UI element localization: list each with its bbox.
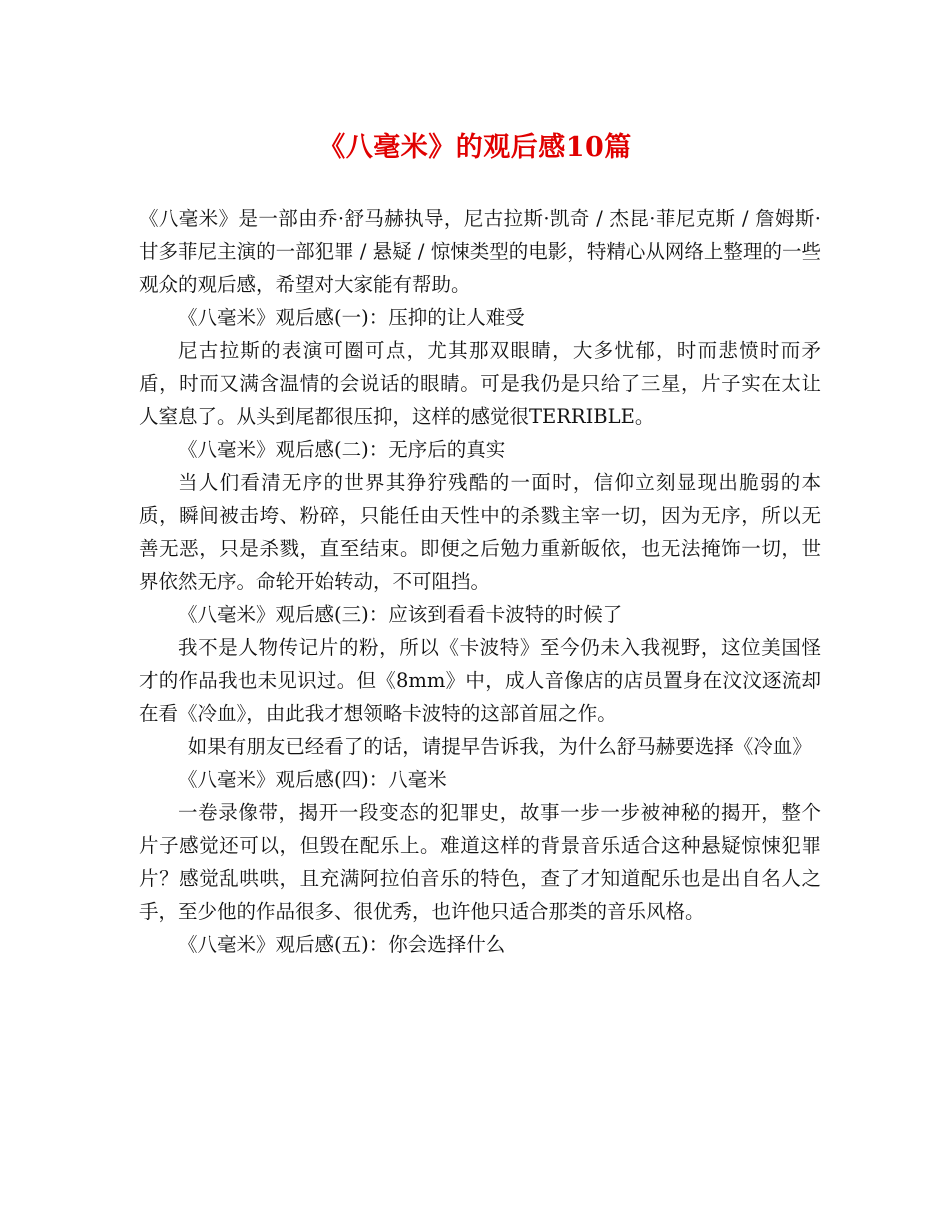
section-heading-2: 《八毫米》观后感(二)：无序后的真实 — [178, 438, 506, 461]
section-heading-5: 《八毫米》观后感(五)：你会选择什么 — [178, 933, 506, 956]
section-heading-1: 《八毫米》观后感(一)：压抑的让人难受 — [178, 306, 525, 329]
section-paragraph-3b: 如果有朋友已经看了的话，请提早告诉我，为什么舒马赫要选择《冷血》 — [187, 735, 812, 758]
section-paragraph-1: 尼古拉斯的表演可圈可点，尤其那双眼睛，大多忧郁，时而悲愤时而矛盾，时而又满含温情的会说话的眼睛。可是我仍是只给了三星，片子实在太让人窒息了。从头到尾都很压抑，这样的感觉很TERRIBLE。 — [139, 339, 821, 428]
section-paragraph-4: 一卷录像带，揭开一段变态的犯罪史，故事一步一步被神秘的揭开，整个片子感觉还可以，但毁在配乐上。难道这样的背景音乐适合这种悬疑惊悚犯罪片？感觉乱哄哄，且充满阿拉伯音乐的特色，查了才知道配乐也是出自名人之手，至少他的作品很多、很优秀，也许他只适合那类的音乐风格。 — [139, 801, 821, 923]
section-heading-3: 《八毫米》观后感(三)：应该到看看卡波特的时候了 — [178, 603, 623, 626]
intro-paragraph: 《八毫米》是一部由乔·舒马赫执导，尼古拉斯·凯奇 / 杰昆·菲尼克斯 / 詹姆斯·甘多菲尼主演的一部犯罪 / 悬疑 / 惊悚类型的电影，特精心从网络上整理的一些观众的观后感，希望对大家能有帮助。 — [139, 207, 821, 296]
document-title: 《八毫米》的观后感10篇 — [318, 132, 632, 163]
section-paragraph-2: 当人们看清无序的世界其狰狞残酷的一面时，信仰立刻显现出脆弱的本质，瞬间被击垮、粉碎，只能任由天性中的杀戮主宰一切，因为无序，所以无善无恶，只是杀戮，直至结束。即便之后勉力重新皈依，也无法掩饰一切，世界依然无序。命轮开始转动，不可阻挡。 — [139, 471, 821, 593]
section-heading-4: 《八毫米》观后感(四)：八毫米 — [178, 768, 447, 791]
section-paragraph-3: 我不是人物传记片的粉，所以《卡波特》至今仍未入我视野，这位美国怪才的作品我也未见识过。但《8mm》中，成人音像店的店员置身在汶汶逐流却在看《冷血》，由此我才想领略卡波特的这部首屈之作。 — [139, 636, 821, 725]
document-body — [139, 202, 821, 961]
